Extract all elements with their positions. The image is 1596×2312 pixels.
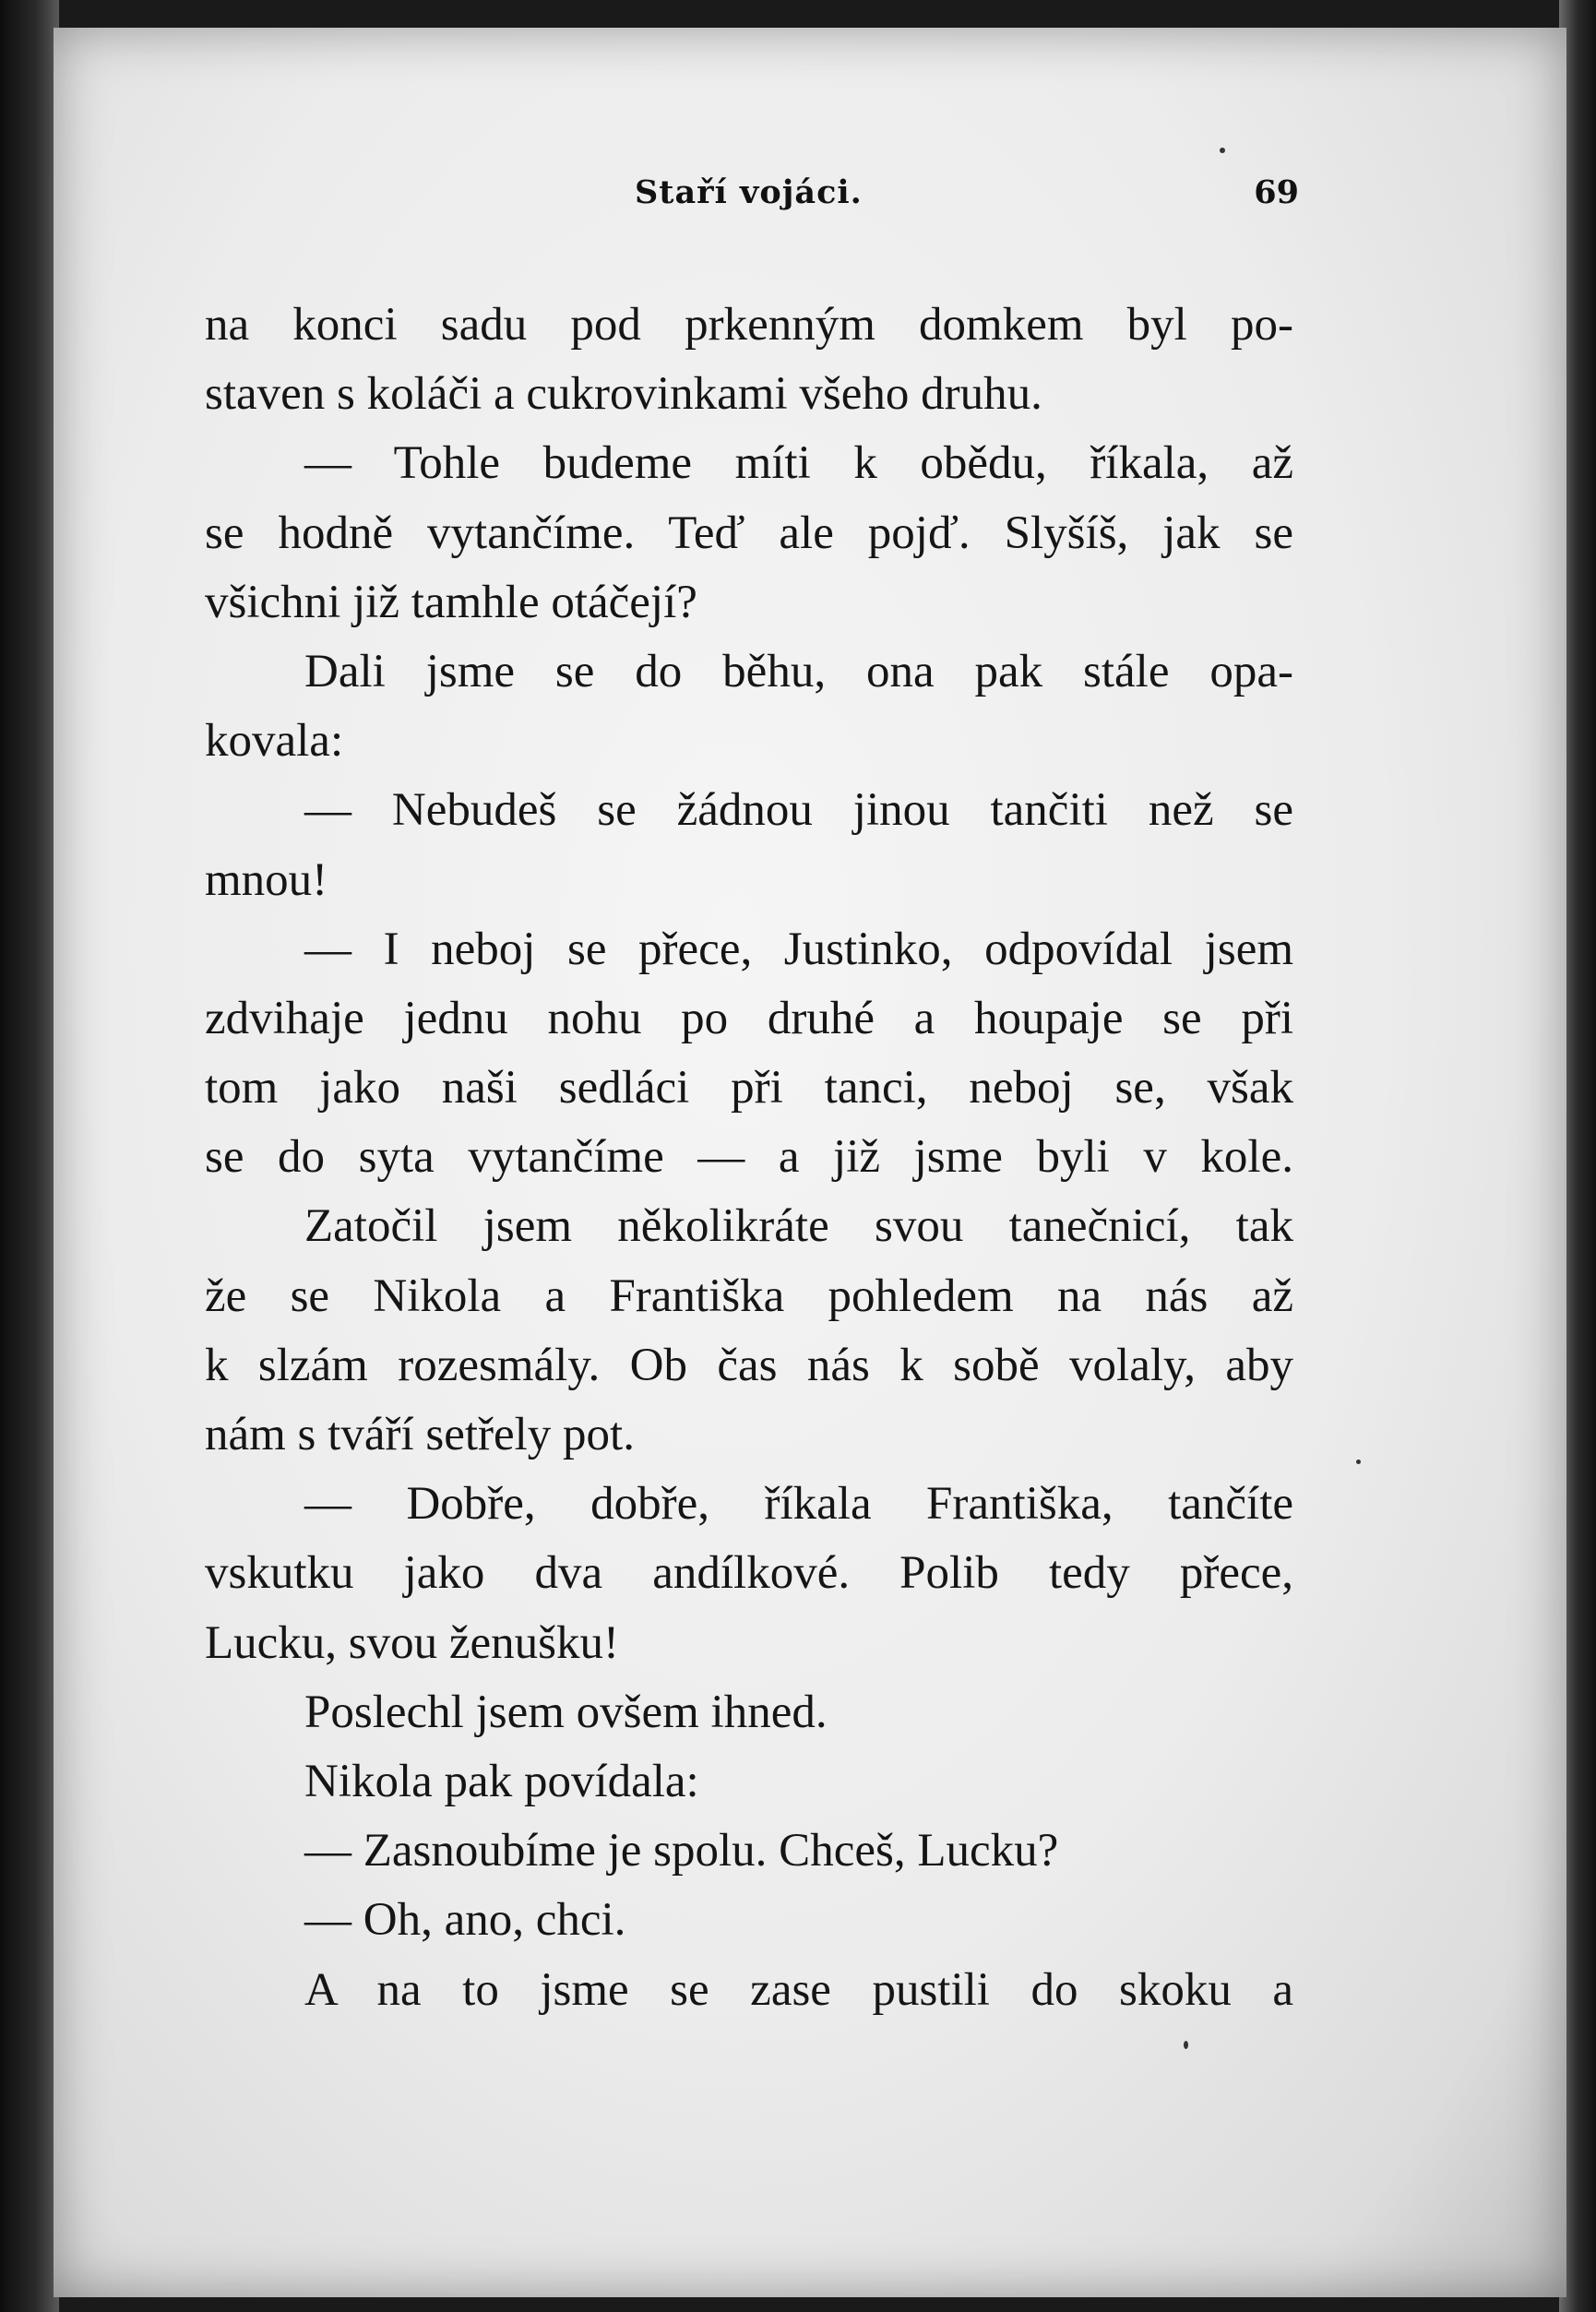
text-line: A na to jsme se zase pustili do skoku a: [304, 1963, 1293, 2016]
text-line: — I neboj se přece, Justinko, odpovídal jsem: [304, 923, 1293, 975]
text-line: — Dobře, dobře, říkala Františka, tančíte: [304, 1478, 1293, 1531]
text-line: na konci sadu pod prkenným domkem byl po-: [205, 299, 1293, 351]
text-line: zdvihaje jednu nohu po druhé a houpaje se při: [205, 992, 1293, 1044]
text-line: — Zasnoubíme je spolu. Chceš, Lucku?: [304, 1825, 1059, 1877]
book-gutter-shadow: [0, 0, 59, 2312]
text-line: — Tohle budeme míti k obědu, říkala, až: [304, 437, 1293, 490]
text-line: — Nebudeš se žádnou jinou tančiti než se: [304, 784, 1293, 837]
text-line: Zatočil jsem několikráte svou tanečnicí, tak: [304, 1200, 1293, 1253]
text-line: k slzám rozesmály. Ob čas nás k sobě volaly, aby: [205, 1339, 1293, 1391]
text-line: Nikola pak povídala:: [304, 1755, 699, 1807]
scan-speck: [1220, 148, 1225, 153]
text-line: tom jako naši sedláci při tanci, neboj se, však: [205, 1062, 1293, 1114]
text-line: se do syta vytančíme — a již jsme byli v kole.: [205, 1131, 1293, 1184]
running-title: Staří vojáci.: [635, 173, 863, 211]
text-line: nám s tváří setřely pot.: [205, 1409, 635, 1460]
text-line: Poslechl jsem ovšem ihned.: [304, 1686, 828, 1738]
scan-speck: [1356, 1460, 1361, 1464]
text-line: se hodně vytančíme. Teď ale pojď. Slyšíš, jak se: [205, 506, 1293, 559]
text-line: kovala:: [205, 715, 344, 768]
scan-speck: [1184, 2041, 1188, 2049]
text-line: mnou!: [205, 853, 328, 906]
text-line: staven s koláči a cukrovinkami všeho druhu.: [205, 368, 1042, 421]
text-line: všichni již tamhle otáčejí?: [205, 576, 697, 628]
text-line: — Oh, ano, chci.: [304, 1894, 626, 1947]
text-line: vskutku jako dva andílkové. Polib tedy přece,: [205, 1547, 1293, 1600]
page-number: 69: [1254, 173, 1299, 211]
text-line: Dali jsme se do běhu, ona pak stále opa-: [304, 645, 1293, 697]
body-text: [205, 291, 1293, 2025]
running-header: [635, 173, 1299, 210]
text-line: Lucku, svou ženušku!: [205, 1616, 619, 1669]
text-line: že se Nikola a Františka pohledem na nás až: [205, 1269, 1293, 1322]
